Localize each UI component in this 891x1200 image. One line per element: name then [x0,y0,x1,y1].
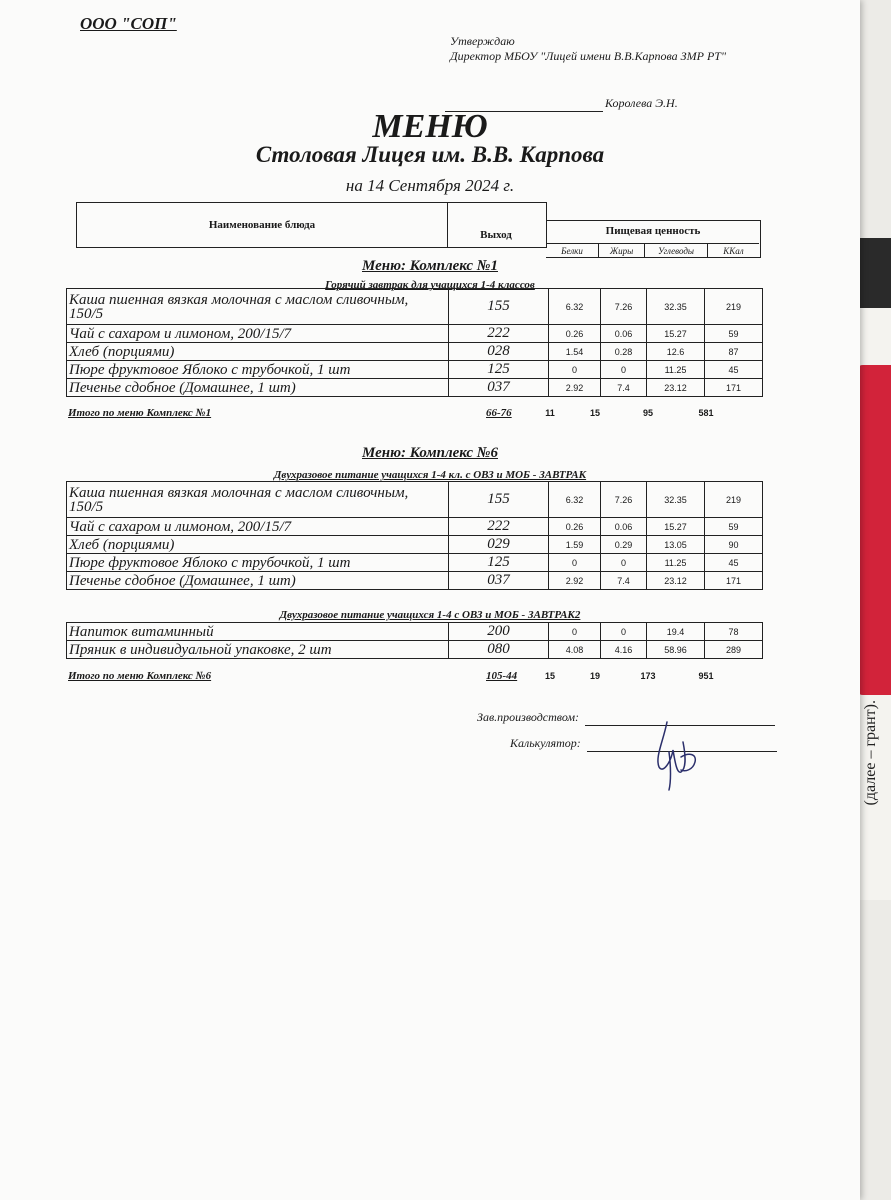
dish-proteins: 4.08 [549,641,601,659]
organization-name: ООО "СОП" [80,14,177,33]
header-yield: Выход [446,202,547,248]
dish-proteins: 6.32 [549,482,601,518]
dish-fats: 7.26 [601,482,647,518]
dish-fats: 0 [601,623,647,641]
dish-carbs: 58.96 [647,641,705,659]
dish-fats: 4.16 [601,641,647,659]
table-row [67,343,763,361]
dish-name: Чай с сахаром и лимоном, 200/15/7 [67,325,449,343]
dish-carbs: 13.05 [647,536,705,554]
dish-proteins: 0 [549,361,601,379]
header-kcal: ККал [708,243,759,258]
page-subtitle: Столовая Лицея им. В.В. Карпова [255,142,605,167]
dish-carbs: 11.25 [647,361,705,379]
complex1-title: Меню: Комплекс №1 [362,258,498,274]
dish-yield: 037 [449,379,549,397]
dish-kcal: 289 [705,641,763,659]
complex6-subtitle: Двухразовое питание учащихся 1-4 кл. с ОВЗ и МОБ - ЗАВТРАК [273,469,587,481]
complex1-total-fats: 15 [589,408,600,418]
complex6-total-fats: 19 [589,671,600,681]
complex1-subtitle: Горячий завтрак для учащихся 1-4 классов [325,279,535,291]
dish-yield: 155 [449,289,549,325]
calculator-line [510,736,777,752]
dish-name: Хлеб (порциями) [67,536,449,554]
dish-kcal: 59 [705,518,763,536]
dish-yield: 200 [449,623,549,641]
table-row [67,325,763,343]
dish-carbs: 32.35 [647,289,705,325]
dish-yield: 028 [449,343,549,361]
header-nutrition-label: Пищевая ценность [605,225,701,237]
approval-signer: Королева Э.Н. [605,96,678,110]
dish-carbs: 23.12 [647,572,705,590]
dish-yield: 037 [449,572,549,590]
dish-fats: 0.06 [601,518,647,536]
dish-kcal: 78 [705,623,763,641]
complex6-rows2 [67,623,763,659]
dish-yield: 222 [449,325,549,343]
dish-name: Каша пшенная вязкая молочная с маслом сливочным, 150/5 [67,289,449,325]
background-side-text: (далее – грант). [862,700,879,806]
dish-yield: 125 [449,361,549,379]
production-manager-label: Зав.производством: [477,710,580,724]
approval-position: Директор МБОУ "Лицей имени В.В.Карпова ЗМР РТ" [450,49,726,63]
complex1-total-label: Итого по меню Комплекс №1 [68,407,212,419]
dish-carbs: 32.35 [647,482,705,518]
table-row [67,536,763,554]
dish-kcal: 87 [705,343,763,361]
red-folder-tab [855,365,891,695]
table-row [67,361,763,379]
page-title: МЕНЮ [372,108,488,145]
table-row [67,289,763,325]
dish-carbs: 19.4 [647,623,705,641]
dish-proteins: 6.32 [549,289,601,325]
dish-name: Напиток витаминный [67,623,449,641]
dish-fats: 7.26 [601,289,647,325]
dish-kcal: 45 [705,554,763,572]
dish-carbs: 23.12 [647,379,705,397]
header-dish: Наименование блюда [76,202,448,248]
dish-name: Пюре фруктовое Яблоко с трубочкой, 1 шт [67,554,449,572]
menu-date: на 14 Сентября 2024 г. [345,176,515,195]
complex6-total-kcal: 951 [698,671,714,681]
table-row [67,623,763,641]
dish-fats: 7.4 [601,379,647,397]
dish-name: Пряник в индивидуальной упаковке, 2 шт [67,641,449,659]
dish-proteins: 0 [549,554,601,572]
dish-fats: 0.06 [601,325,647,343]
complex6-total-label: Итого по меню Комплекс №6 [68,670,212,682]
dish-name: Каша пшенная вязкая молочная с маслом сливочным, 150/5 [67,482,449,518]
header-fats: Жиры [599,243,645,258]
dish-kcal: 59 [705,325,763,343]
dish-proteins: 1.59 [549,536,601,554]
complex6-table2 [66,622,763,659]
dish-name: Пюре фруктовое Яблоко с трубочкой, 1 шт [67,361,449,379]
approval-block [450,34,760,64]
complex1-table [66,288,763,397]
dish-kcal: 171 [705,572,763,590]
calculator-label: Калькулятор: [510,736,581,750]
complex1-total [68,407,768,421]
header-proteins: Белки [546,243,599,258]
table-row [67,572,763,590]
table-row [67,554,763,572]
dish-kcal: 219 [705,482,763,518]
table-header [76,202,758,257]
dish-kcal: 219 [705,289,763,325]
dish-name: Печенье сдобное (Домашнее, 1 шт) [67,379,449,397]
complex6-rows [67,482,763,590]
dish-fats: 0 [601,554,647,572]
dish-carbs: 15.27 [647,325,705,343]
table-row [67,641,763,659]
complex1-total-yield: 66-76 [486,407,512,419]
dish-name: Хлеб (порциями) [67,343,449,361]
dish-yield: 080 [449,641,549,659]
handwritten-signature [645,712,705,792]
dish-kcal: 171 [705,379,763,397]
complex6-total [68,670,768,684]
dish-fats: 0.29 [601,536,647,554]
approval-heading: Утверждаю [450,34,515,48]
dish-yield: 029 [449,536,549,554]
dish-proteins: 2.92 [549,572,601,590]
table-row [67,518,763,536]
dish-yield: 125 [449,554,549,572]
dish-carbs: 11.25 [647,554,705,572]
dish-name: Чай с сахаром и лимоном, 200/15/7 [67,518,449,536]
dish-kcal: 45 [705,361,763,379]
dish-name: Печенье сдобное (Домашнее, 1 шт) [67,572,449,590]
dish-proteins: 2.92 [549,379,601,397]
complex1-total-proteins: 11 [545,408,555,418]
header-carbs: Углеводы [645,243,708,258]
dish-carbs: 12.6 [647,343,705,361]
dish-proteins: 0 [549,623,601,641]
production-manager-line [477,710,775,726]
dish-fats: 7.4 [601,572,647,590]
dish-kcal: 90 [705,536,763,554]
complex1-total-carbs: 95 [642,408,653,418]
dish-fats: 0 [601,361,647,379]
complex6-subtitle2: Двухразовое питание учащихся 1-4 с ОВЗ и МОБ - ЗАВТРАК2 [279,609,581,621]
dish-proteins: 0.26 [549,518,601,536]
dish-yield: 222 [449,518,549,536]
complex6-total-yield: 105-44 [486,670,518,682]
dish-proteins: 0.26 [549,325,601,343]
dish-proteins: 1.54 [549,343,601,361]
dish-yield: 155 [449,482,549,518]
table-row [67,482,763,518]
table-row [67,379,763,397]
complex1-rows [67,289,763,397]
header-nutrition [546,220,761,258]
complex6-title: Меню: Комплекс №6 [362,445,498,461]
dish-fats: 0.28 [601,343,647,361]
complex6-total-carbs: 173 [640,671,656,681]
complex6-table [66,481,763,590]
complex6-total-proteins: 15 [544,671,555,681]
complex1-total-kcal: 581 [698,408,714,418]
dish-carbs: 15.27 [647,518,705,536]
